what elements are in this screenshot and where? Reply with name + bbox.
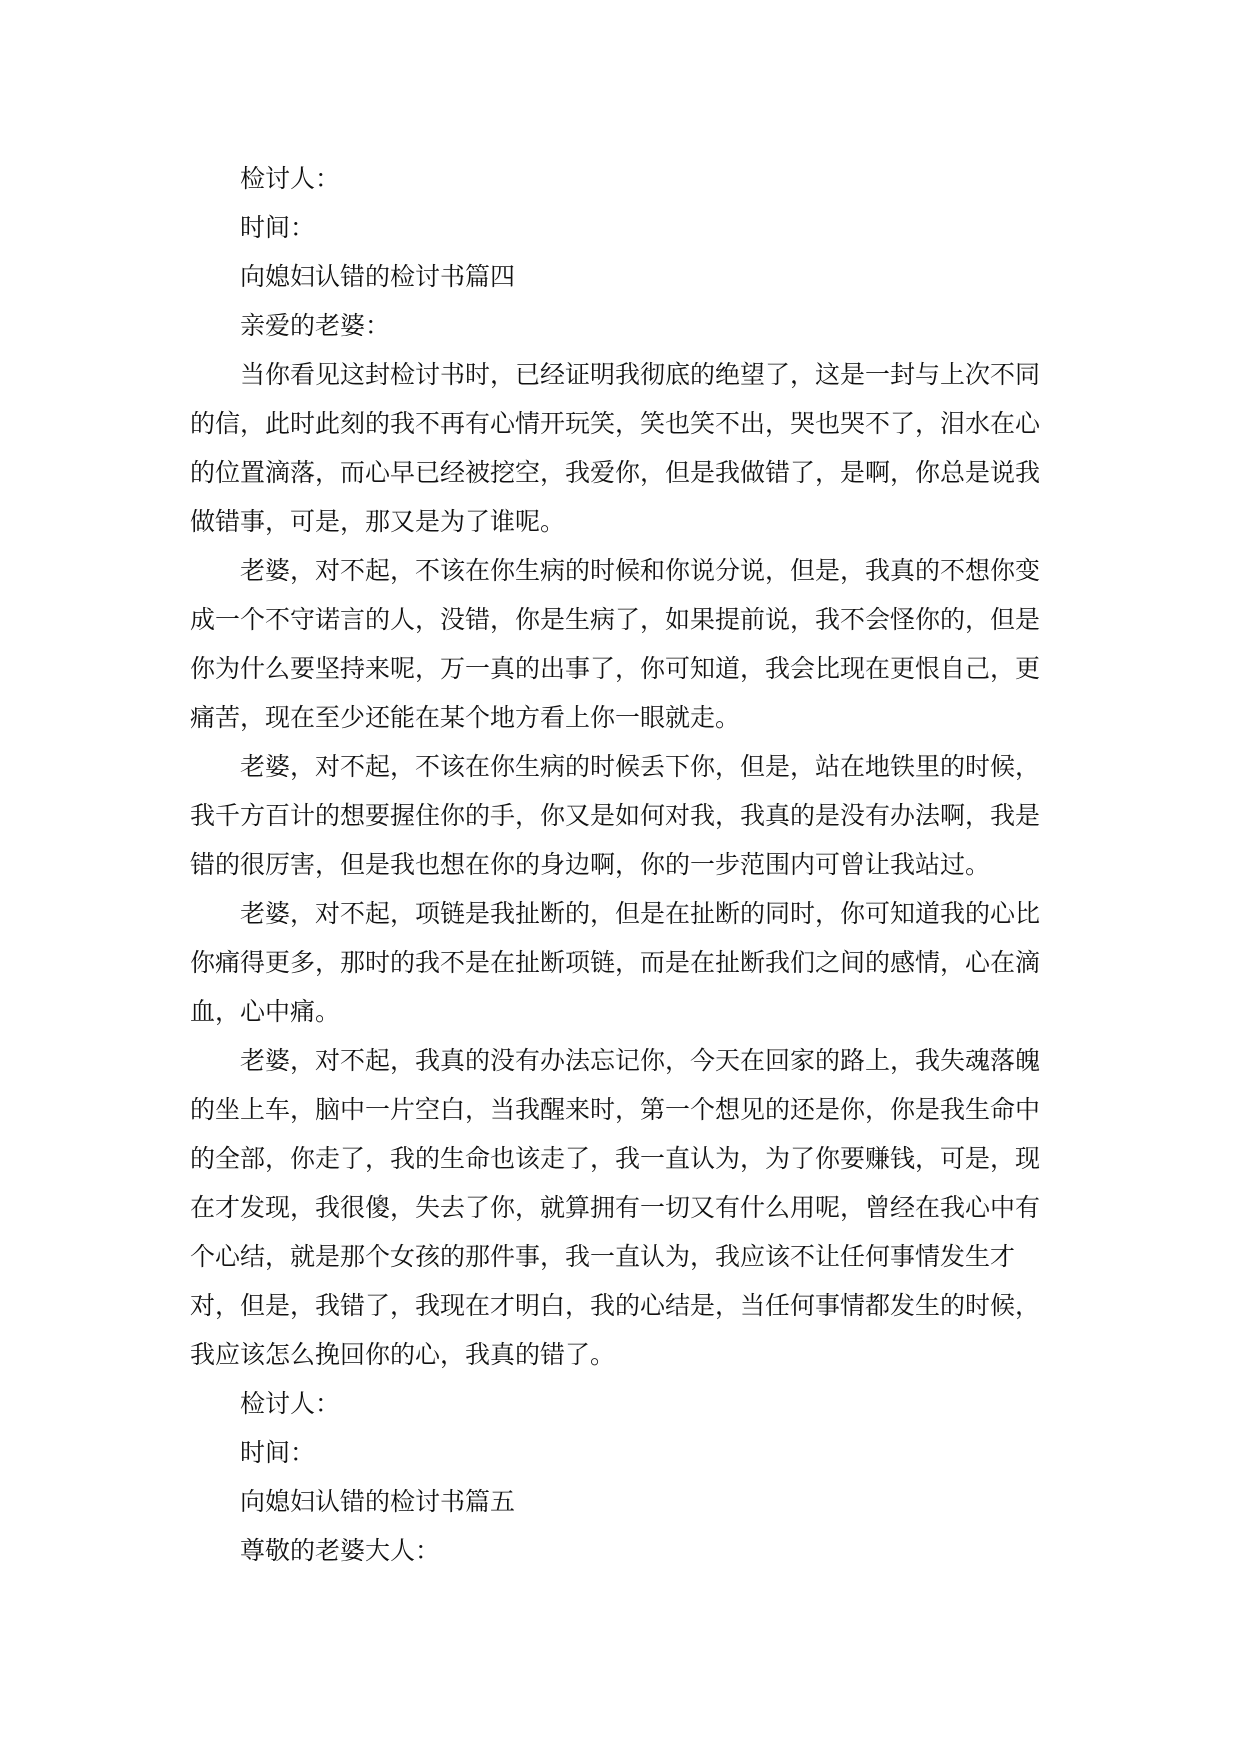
paragraph-line: 你为什么要坚持来呢，万一真的出事了，你可知道，我会比现在更恨自己，更 — [190, 654, 1041, 683]
paragraph-line: 对，但是，我错了，我现在才明白，我的心结是，当任何事情都发生的时候， — [190, 1291, 1041, 1320]
paragraph-line: 在才发现，我很傻，失去了你，就算拥有一切又有什么用呢，曾经在我心中有 — [190, 1193, 1041, 1222]
signature-label: 检讨人： — [240, 1389, 341, 1418]
paragraph-line: 我千方百计的想要握住你的手，你又是如何对我，我真的是没有办法啊，我是 — [190, 801, 1041, 830]
date-label: 时间： — [240, 213, 316, 242]
paragraph-line: 血，心中痛。 — [190, 997, 341, 1026]
paragraph-line: 做错事，可是，那又是为了谁呢。 — [190, 507, 566, 536]
paragraph-line: 成一个不守诺言的人，没错，你是生病了，如果提前说，我不会怪你的，但是 — [190, 605, 1041, 634]
paragraph-line: 老婆，对不起，不该在你生病的时候丢下你，但是，站在地铁里的时候， — [240, 752, 1041, 781]
paragraph-line: 当你看见这封检讨书时，已经证明我彻底的绝望了，这是一封与上次不同 — [240, 360, 1041, 389]
paragraph-line: 的位置滴落，而心早已经被挖空，我爱你，但是我做错了，是啊，你总是说我 — [190, 458, 1041, 487]
salutation: 尊敬的老婆大人： — [240, 1536, 441, 1565]
document-body — [190, 154, 1050, 1575]
paragraph-line: 我应该怎么挽回你的心，我真的错了。 — [190, 1340, 616, 1369]
paragraph-line: 老婆，对不起，我真的没有办法忘记你，今天在回家的路上，我失魂落魄 — [240, 1046, 1041, 1075]
salutation: 亲爱的老婆： — [240, 311, 391, 340]
section-title: 向媳妇认错的检讨书篇四 — [240, 262, 516, 291]
paragraph-line: 老婆，对不起，不该在你生病的时候和你说分说，但是，我真的不想你变 — [240, 556, 1041, 585]
paragraph-line: 的信，此时此刻的我不再有心情开玩笑，笑也笑不出，哭也哭不了，泪水在心 — [190, 409, 1041, 438]
date-label: 时间： — [240, 1438, 316, 1467]
section-title: 向媳妇认错的检讨书篇五 — [240, 1487, 516, 1516]
paragraph-line: 痛苦，现在至少还能在某个地方看上你一眼就走。 — [190, 703, 741, 732]
paragraph-line: 的全部，你走了，我的生命也该走了，我一直认为，为了你要赚钱，可是，现 — [190, 1144, 1041, 1173]
signature-label: 检讨人： — [240, 164, 341, 193]
paragraph-line: 的坐上车，脑中一片空白，当我醒来时，第一个想见的还是你，你是我生命中 — [190, 1095, 1041, 1124]
paragraph-line: 老婆，对不起，项链是我扯断的，但是在扯断的同时，你可知道我的心比 — [240, 899, 1041, 928]
paragraph-line: 你痛得更多，那时的我不是在扯断项链，而是在扯断我们之间的感情，心在滴 — [190, 948, 1041, 977]
paragraph-line: 错的很厉害，但是我也想在你的身边啊，你的一步范围内可曾让我站过。 — [190, 850, 991, 879]
paragraph-line: 个心结，就是那个女孩的那件事，我一直认为，我应该不让任何事情发生才 — [190, 1242, 1016, 1271]
